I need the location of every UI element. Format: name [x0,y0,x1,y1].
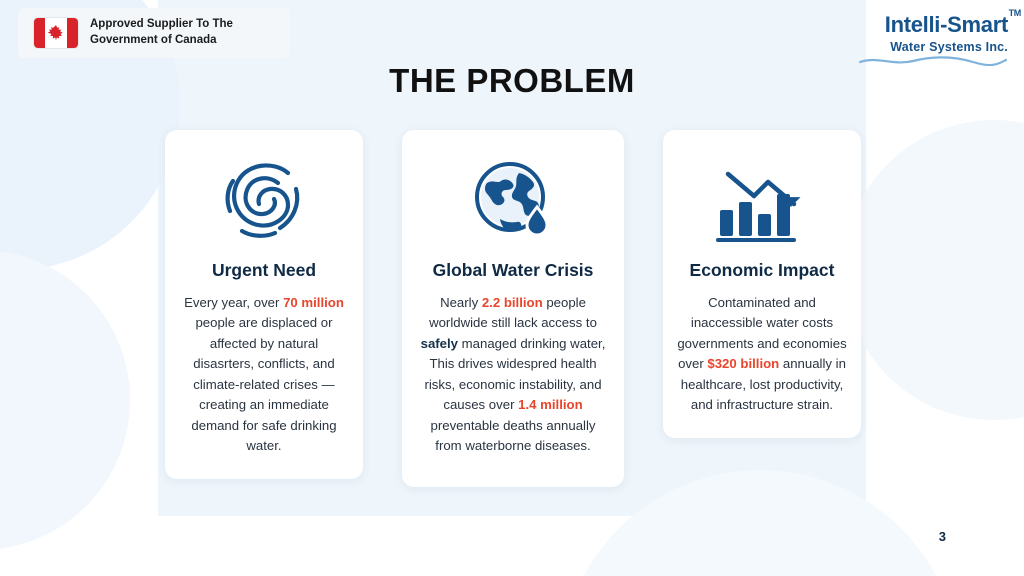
globe-water-drop-icon [416,156,610,248]
badge-line-2: Government of Canada [90,34,217,46]
card-title: Economic Impact [689,260,835,280]
declining-bar-chart-icon [677,156,847,248]
approved-supplier-badge [18,8,290,58]
highlight-word: safely [420,335,459,351]
page-title: THE PROBLEM [389,62,635,99]
logo-name [884,8,1021,38]
cards-row [165,130,861,487]
card-body: Nearly 2.2 billion people worldwide still lack access to safely managed drinking water, This drives widespred health risks, economic instability, and causes over 1.4 million preventable deaths annually from waterborne diseases. [420,295,606,454]
company-logo [848,8,1021,66]
trademark-icon: TM [1008,8,1021,18]
card-economic-impact [663,130,861,438]
card-title: Urgent Need [211,260,317,280]
card-urgent-need [165,130,363,479]
page-number: 3 [938,529,946,544]
card-global-water-crisis [402,130,624,487]
logo-subtitle: Water Systems Inc. [890,40,1008,54]
background-circle-right [844,120,1024,420]
badge-line-1: Approved Supplier To The [90,18,233,31]
card-body: Contaminated and inaccessible water costs governments and economies over $320 billion annually in healthcare, lost productivity, and infrastructure strain. [677,295,847,413]
badge-text [90,17,233,48]
canada-flag-icon [34,18,78,48]
highlight-value-2: 1.4 million [518,397,583,413]
highlight-value: 2.2 billion [481,295,543,310]
card-title: Global Water Crisis [432,260,594,280]
logo-name-text: Intelli-Smart [884,12,1008,37]
highlight-value: $320 billion [707,356,780,372]
background-circle-bottom-left [0,250,130,550]
card-body: Every year, over 70 million people are displaced or affected by natural disasrters, conflicts, and climate-related crises — creating an immediate demand for safe drinking water. [184,295,344,454]
spiral-fingerprint-icon [179,156,349,248]
highlight-value: 70 million [283,295,344,310]
